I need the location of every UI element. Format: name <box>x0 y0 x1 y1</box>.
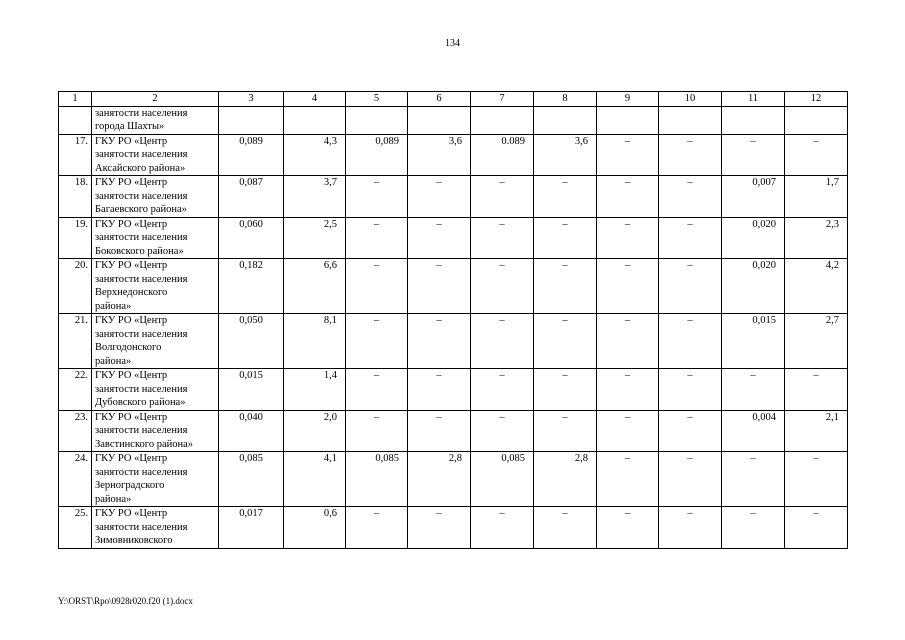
value-cell: 0,050 <box>219 314 284 369</box>
value-cell <box>219 106 284 134</box>
row-number-cell: 20. <box>59 259 92 314</box>
value-cell: – <box>659 217 722 259</box>
value-cell: 0,020 <box>722 217 785 259</box>
value-cell: – <box>471 507 534 549</box>
value-cell: – <box>346 507 408 549</box>
name-line: Верхнедонского <box>95 287 168 298</box>
value-cell: 4,1 <box>284 452 346 507</box>
value-cell: – <box>722 452 785 507</box>
value-cell: – <box>597 134 659 176</box>
value-cell: 0.089 <box>471 134 534 176</box>
value-cell: 0,060 <box>219 217 284 259</box>
value-cell: – <box>346 176 408 218</box>
header-cell: 6 <box>408 92 471 107</box>
value-cell: – <box>785 134 848 176</box>
value-cell: – <box>534 507 597 549</box>
header-cell: 7 <box>471 92 534 107</box>
table-row-continued <box>59 106 848 134</box>
table-row <box>59 134 848 176</box>
value-cell: – <box>471 369 534 411</box>
value-cell: – <box>471 176 534 218</box>
value-cell: – <box>597 259 659 314</box>
name-line: занятости населения <box>95 232 188 243</box>
table-row <box>59 217 848 259</box>
value-cell <box>284 106 346 134</box>
value-cell: – <box>597 314 659 369</box>
name-line: занятости населения <box>95 328 188 340</box>
document-path: Y:\ORST\Rpo\0928r020.f20 (1).docx <box>58 596 193 606</box>
value-cell: – <box>785 369 848 411</box>
name-line: Багаевского района» <box>95 204 187 215</box>
value-cell: 2,3 <box>785 217 848 259</box>
value-cell: 2,8 <box>534 452 597 507</box>
value-cell: – <box>408 507 471 549</box>
value-cell: 0,040 <box>219 410 284 452</box>
row-number-cell: 19. <box>59 217 92 259</box>
name-line: Дубовского района» <box>95 397 186 408</box>
value-cell: – <box>346 369 408 411</box>
institution-name-cell <box>92 452 219 507</box>
value-cell: – <box>597 369 659 411</box>
name-line: ГКУ РО «Центр <box>95 177 168 188</box>
value-cell: – <box>722 134 785 176</box>
value-cell: – <box>346 410 408 452</box>
value-cell: 0,085 <box>471 452 534 507</box>
name-line: занятости населения <box>95 466 188 478</box>
value-cell: – <box>722 369 785 411</box>
table-row <box>59 452 848 507</box>
header-cell: 2 <box>92 92 219 107</box>
name-line: ГКУ РО «Центр <box>95 315 168 326</box>
table-row <box>59 410 848 452</box>
header-cell: 4 <box>284 92 346 107</box>
name-line: ГКУ РО «Центр <box>95 508 168 519</box>
value-cell: 6,6 <box>284 259 346 314</box>
value-cell: – <box>597 217 659 259</box>
institution-name-cell <box>92 369 219 411</box>
name-line: занятости населения <box>95 149 188 160</box>
header-cell: 10 <box>659 92 722 107</box>
value-cell: – <box>408 217 471 259</box>
value-cell: – <box>408 314 471 369</box>
header-cell: 12 <box>785 92 848 107</box>
table-row <box>59 507 848 549</box>
table-row <box>59 259 848 314</box>
name-line: города Шахты» <box>95 121 165 132</box>
name-line: занятости населения <box>95 425 188 436</box>
row-number-cell: 22. <box>59 369 92 411</box>
value-cell: – <box>534 314 597 369</box>
name-line: Аксайского района» <box>95 162 186 174</box>
name-line: ГКУ РО «Центр <box>95 218 168 230</box>
name-line: ГКУ РО «Центр <box>95 370 168 381</box>
institution-name-cell <box>92 259 219 314</box>
value-cell: 4,3 <box>284 134 346 176</box>
name-line: занятости населения <box>95 521 188 533</box>
header-cell: 11 <box>722 92 785 107</box>
value-cell: – <box>659 410 722 452</box>
table-header-row <box>59 92 848 107</box>
value-cell: 0,089 <box>219 134 284 176</box>
value-cell: 0,087 <box>219 176 284 218</box>
value-cell: – <box>597 410 659 452</box>
value-cell: 1,4 <box>284 369 346 411</box>
row-number-cell: 18. <box>59 176 92 218</box>
value-cell: – <box>534 217 597 259</box>
value-cell: 2,8 <box>408 452 471 507</box>
name-line: занятости населения <box>95 107 188 119</box>
value-cell: – <box>659 507 722 549</box>
value-cell: 0,004 <box>722 410 785 452</box>
value-cell: 1,7 <box>785 176 848 218</box>
value-cell: – <box>785 507 848 549</box>
value-cell: 0,089 <box>346 134 408 176</box>
value-cell: – <box>346 217 408 259</box>
value-cell: 2,0 <box>284 410 346 452</box>
name-line: Волгодонского <box>95 342 162 353</box>
value-cell <box>659 106 722 134</box>
value-cell <box>597 106 659 134</box>
institution-name-cell <box>92 507 219 549</box>
value-cell: – <box>659 134 722 176</box>
value-cell: 0,085 <box>346 452 408 507</box>
value-cell: – <box>346 314 408 369</box>
value-cell: 3,7 <box>284 176 346 218</box>
value-cell: – <box>408 410 471 452</box>
name-line: Зерноградского <box>95 480 165 491</box>
value-cell: 3,6 <box>408 134 471 176</box>
name-line: района» <box>95 300 132 312</box>
name-line: занятости населения <box>95 190 188 202</box>
value-cell: – <box>471 314 534 369</box>
value-cell: – <box>659 452 722 507</box>
institution-name-cell <box>92 314 219 369</box>
value-cell: – <box>534 410 597 452</box>
name-line: района» <box>95 355 132 367</box>
value-cell: – <box>534 176 597 218</box>
row-number-cell: 25. <box>59 507 92 549</box>
name-line: Завстинского района» <box>95 438 194 450</box>
page-number: 134 <box>445 38 460 49</box>
header-cell: 1 <box>59 92 92 107</box>
value-cell: 0,085 <box>219 452 284 507</box>
value-cell: – <box>597 176 659 218</box>
value-cell: – <box>408 259 471 314</box>
name-line: занятости населения <box>95 273 188 285</box>
header-cell: 9 <box>597 92 659 107</box>
value-cell <box>471 106 534 134</box>
name-line: Зимовниковского <box>95 535 173 546</box>
value-cell: – <box>659 314 722 369</box>
value-cell: 4,2 <box>785 259 848 314</box>
header-cell: 5 <box>346 92 408 107</box>
value-cell: 0,015 <box>722 314 785 369</box>
name-line: ГКУ РО «Центр <box>95 453 168 464</box>
value-cell: – <box>408 176 471 218</box>
value-cell <box>408 106 471 134</box>
row-number-cell: 24. <box>59 452 92 507</box>
value-cell <box>346 106 408 134</box>
value-cell <box>534 106 597 134</box>
value-cell: 8,1 <box>284 314 346 369</box>
value-cell: – <box>659 369 722 411</box>
data-table <box>58 91 848 549</box>
table-row <box>59 314 848 369</box>
name-line: ГКУ РО «Центр <box>95 411 168 423</box>
value-cell: 0,6 <box>284 507 346 549</box>
name-line: района» <box>95 493 132 505</box>
value-cell <box>722 106 785 134</box>
value-cell: – <box>534 259 597 314</box>
table-row <box>59 176 848 218</box>
value-cell: 0,015 <box>219 369 284 411</box>
name-line: ГКУ РО «Центр <box>95 260 168 271</box>
institution-name-cell <box>92 176 219 218</box>
name-line: ГКУ РО «Центр <box>95 135 168 147</box>
header-cell: 8 <box>534 92 597 107</box>
value-cell: 0,007 <box>722 176 785 218</box>
row-number-cell: 21. <box>59 314 92 369</box>
value-cell: – <box>597 507 659 549</box>
value-cell: – <box>408 369 471 411</box>
institution-name-cell <box>92 134 219 176</box>
header-cell: 3 <box>219 92 284 107</box>
value-cell: 2,7 <box>785 314 848 369</box>
institution-name-cell <box>92 106 219 134</box>
value-cell: – <box>659 176 722 218</box>
value-cell: – <box>785 452 848 507</box>
value-cell: – <box>597 452 659 507</box>
value-cell: 0,017 <box>219 507 284 549</box>
institution-name-cell <box>92 217 219 259</box>
value-cell: 0,020 <box>722 259 785 314</box>
row-number-cell: 23. <box>59 410 92 452</box>
name-line: занятости населения <box>95 383 188 395</box>
value-cell: – <box>471 217 534 259</box>
value-cell: – <box>346 259 408 314</box>
value-cell: 3,6 <box>534 134 597 176</box>
value-cell <box>785 106 848 134</box>
value-cell: – <box>471 410 534 452</box>
value-cell: 2,5 <box>284 217 346 259</box>
value-cell: – <box>722 507 785 549</box>
row-number-cell: 17. <box>59 134 92 176</box>
value-cell: – <box>471 259 534 314</box>
name-line: Боковского района» <box>95 245 184 257</box>
institution-name-cell <box>92 410 219 452</box>
row-number-cell <box>59 106 92 134</box>
value-cell: 2,1 <box>785 410 848 452</box>
value-cell: – <box>534 369 597 411</box>
table-row <box>59 369 848 411</box>
value-cell: – <box>659 259 722 314</box>
value-cell: 0,182 <box>219 259 284 314</box>
